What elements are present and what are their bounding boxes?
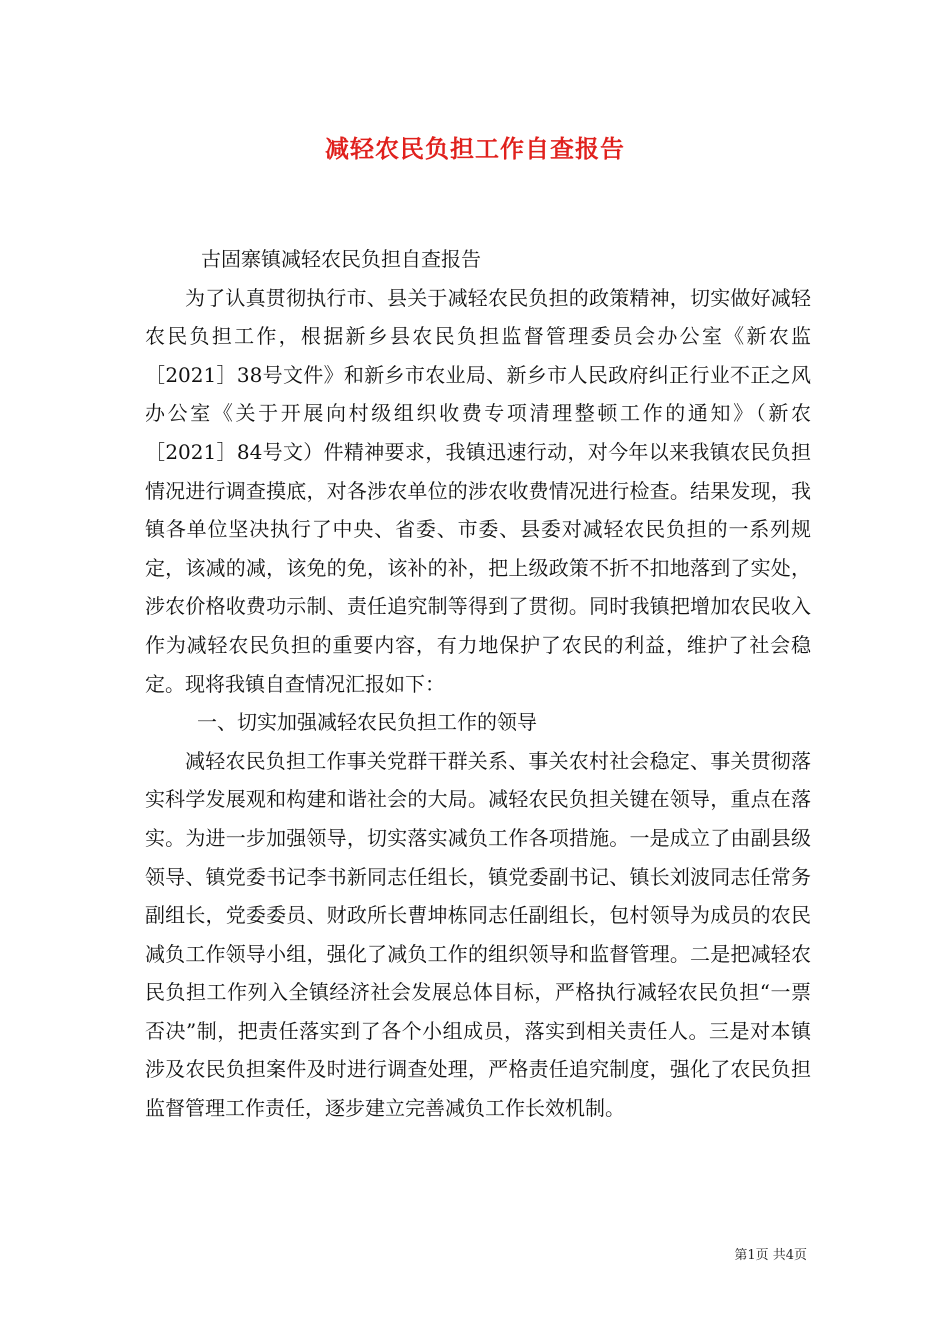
report-subtitle: 古固寨镇减轻农民负担自查报告 <box>201 247 481 271</box>
document-title: 减轻农民负担工作自查报告 <box>325 134 625 163</box>
page-number: 第1页 共4页 <box>734 1248 807 1263</box>
document-body <box>145 240 811 1128</box>
section-heading-1: 一、切实加强减轻农民负担工作的领导 <box>197 710 537 735</box>
section-1-paragraph: 减轻农民负担工作事关党群干群关系、事关农村社会稳定、事关贯彻落实科学发展观和构建和谐社会的大局。减轻农民负担关键在领导，重点在落实。为进一步加强领导，切实落实减负工作各项措施。一是成立了由副县级领导、镇党委书记李书新同志任组长，镇党委副书记、镇长刘波同志任常务副组长，党委委员、财政所长曹坤栋同志任副组长，包村领导为成员的农民减负工作领导小组，强化了减负工作的组织领导和监督管理。二是把减轻农民负担工作列入全镇经济社会发展总体目标，严格执行减轻农民负担“一票否决”制，把责任落实到了各个小组成员，落实到相关责任人。三是对本镇涉及农民负担案件及时进行调查处理，严格责任追究制度，强化了农民负担监督管理工作责任，逐步建立完善减负工作长效机制。 <box>145 748 811 1121</box>
intro-paragraph: 为了认真贯彻执行市、县关于减轻农民负担的政策精神，切实做好减轻农民负担工作，根据新乡县农民负担监督管理委员会办公室《新农监［2021］38号文件》和新乡市农业局、新乡市人民政府纠正行业不正之风办公室《关于开展向村级组织收费专项清理整顿工作的通知》（新农［2021］84号文）件精神要求，我镇迅速行动，对今年以来我镇农民负担情况进行调查摸底，对各涉农单位的涉农收费情况进行检查。结果发现，我镇各单位坚决执行了中央、省委、市委、县委对减轻农民负担的一系列规定，该减的减，该免的免，该补的补，把上级政策不折不扣地落到了实处，涉农价格收费功示制、责任追究制等得到了贯彻。同时我镇把增加农民收入作为减轻农民负担的重要内容，有力地保护了农民的利益，维护了社会稳定。现将我镇自查情况汇报如下： <box>145 285 811 696</box>
